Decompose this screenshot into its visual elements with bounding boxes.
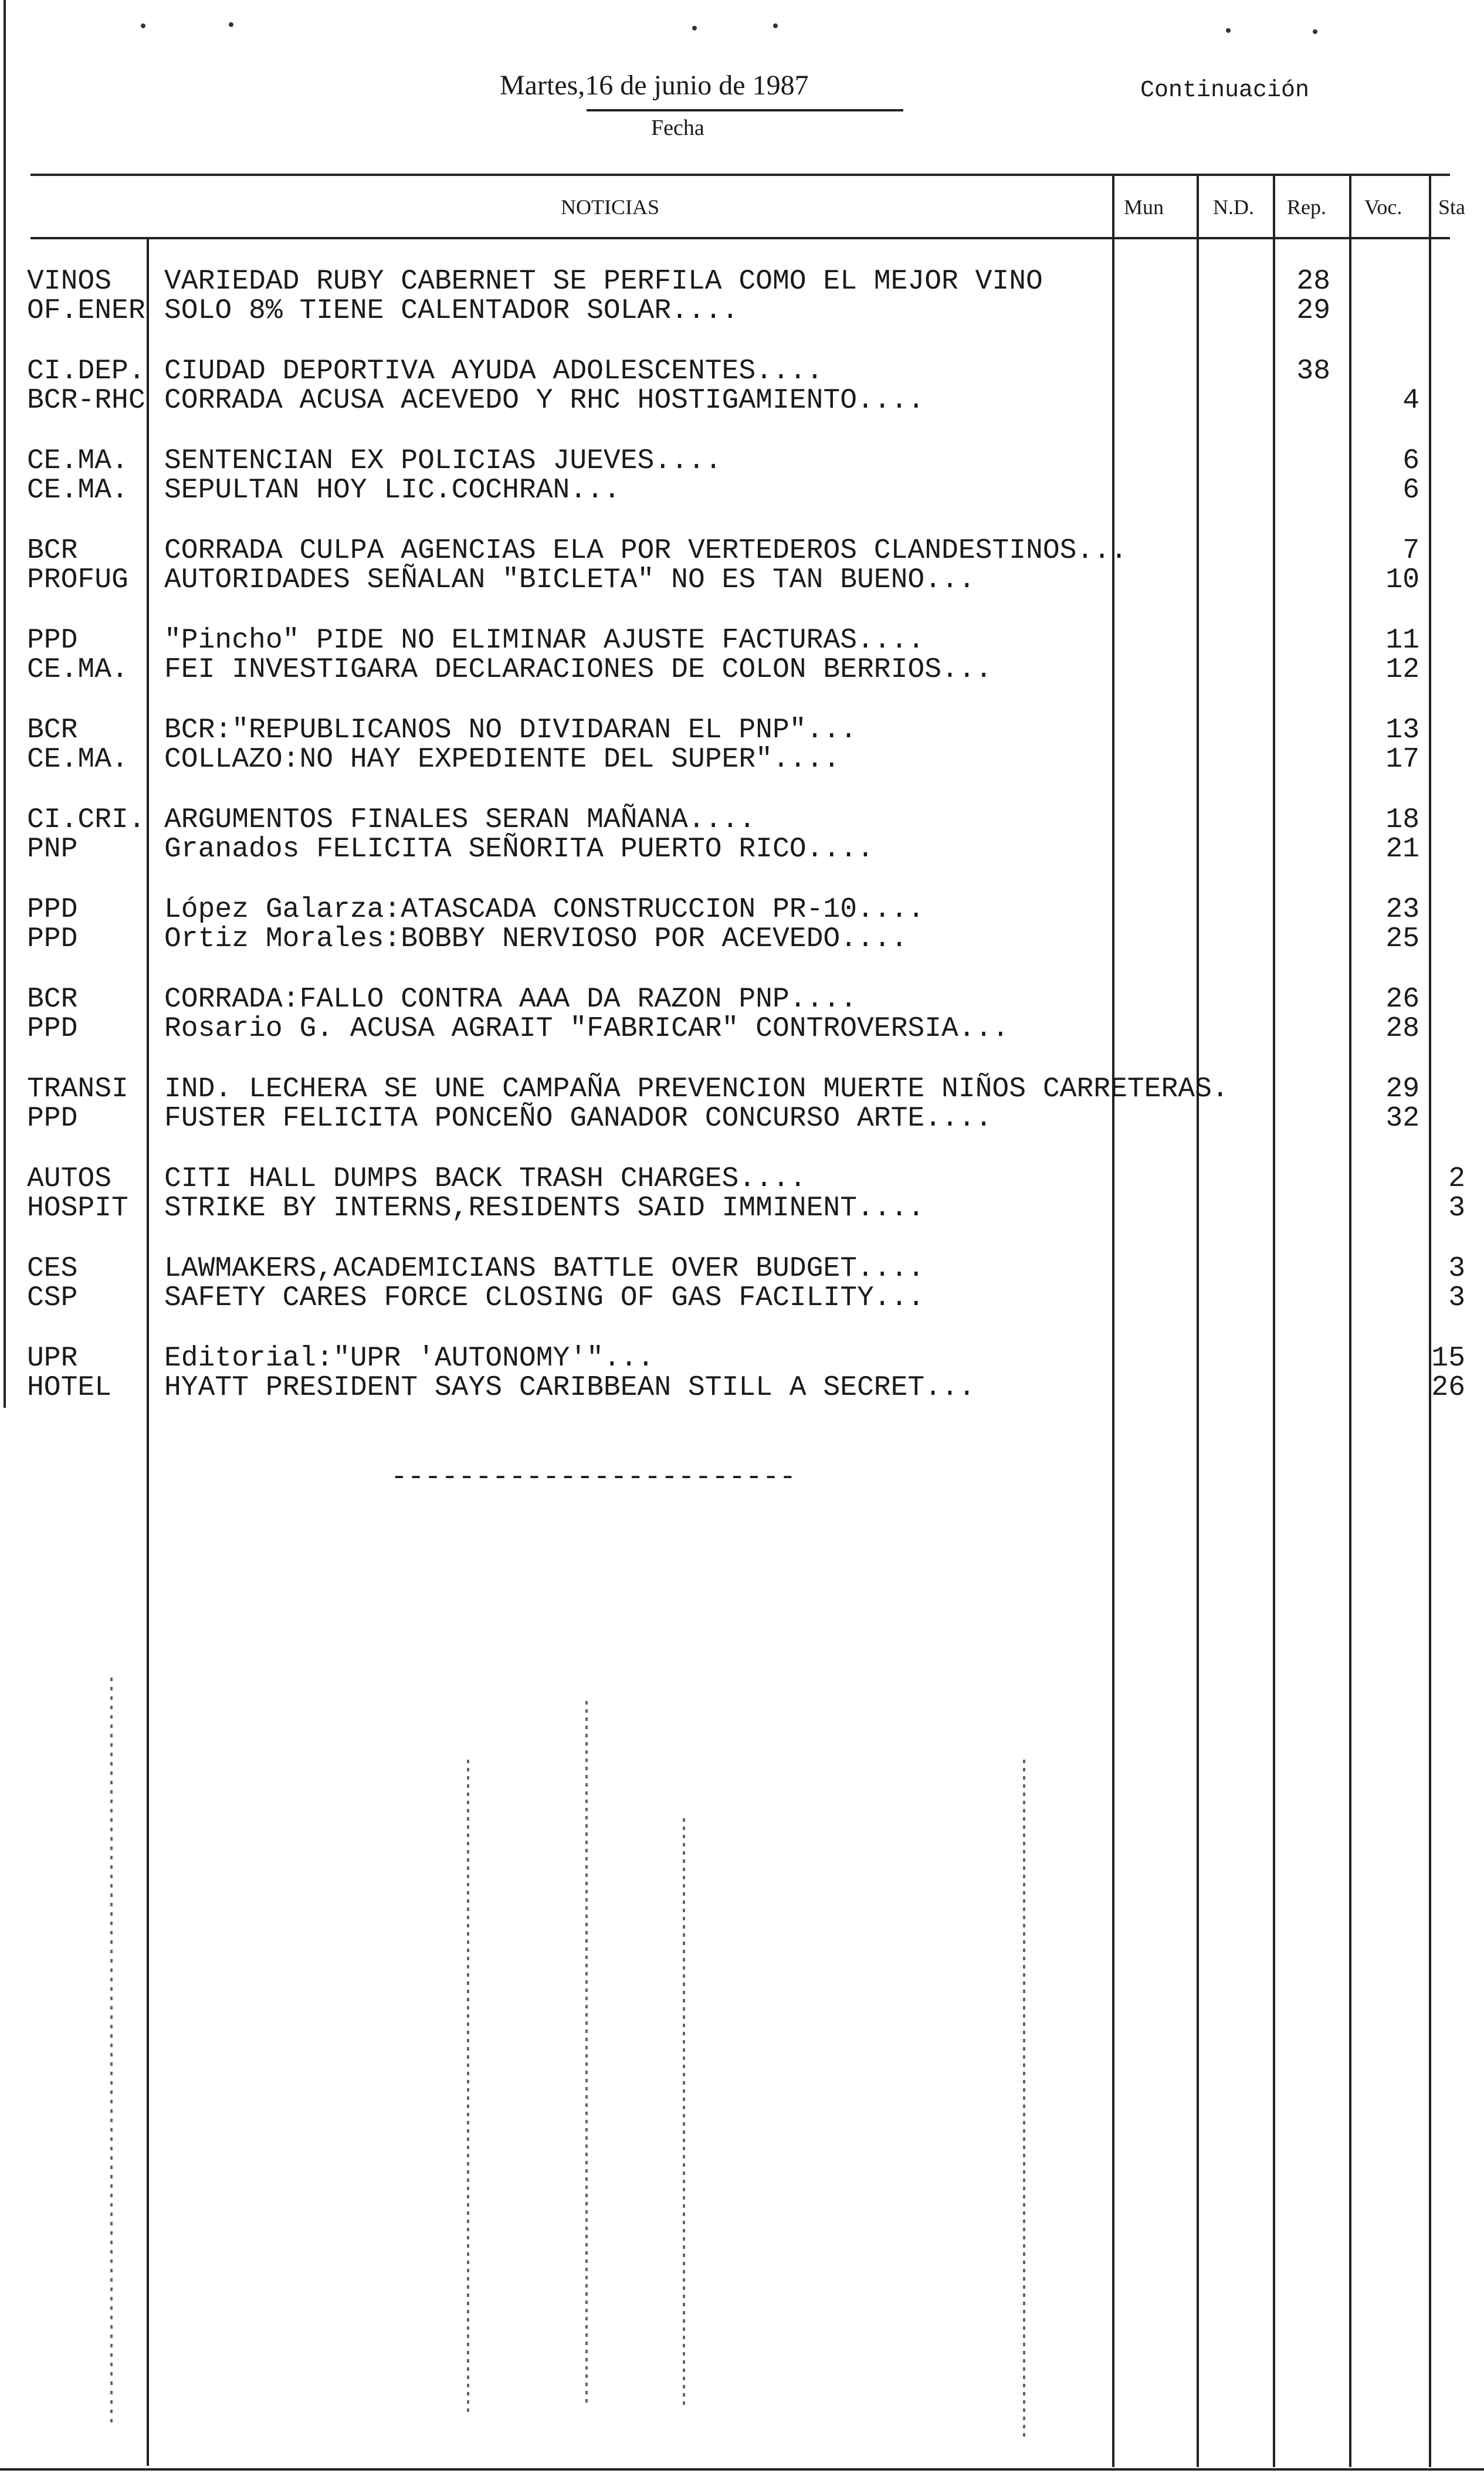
list-item <box>0 1013 1484 1045</box>
section-code: HOTEL <box>27 1372 112 1404</box>
scan-mark <box>692 26 697 31</box>
section-code: BCR <box>27 714 78 746</box>
voc-page-number: 4 <box>1402 385 1419 416</box>
list-item <box>0 295 1484 327</box>
headline: SEPULTAN HOY LIC.COCHRAN... <box>164 475 621 506</box>
list-item <box>0 894 1484 926</box>
nd-column-left-divider <box>1197 174 1199 2467</box>
section-code: BCR-RHC <box>27 385 145 416</box>
sta-page-number: 3 <box>1448 1253 1465 1285</box>
date-underline <box>587 109 903 111</box>
section-code: CSP <box>27 1282 78 1314</box>
bottom-rule <box>0 2468 1484 2471</box>
section-code: PPD <box>27 923 78 955</box>
scan-speck <box>467 1760 469 2417</box>
section-code: PPD <box>27 1103 78 1134</box>
scan-speck <box>1023 1760 1025 2440</box>
scan-speck <box>585 1701 588 2405</box>
section-code: CE.MA. <box>27 475 128 506</box>
section-code: HOSPIT <box>27 1192 128 1224</box>
date-value: Martes,16 de junio de 1987 <box>500 70 809 101</box>
scan-mark <box>1226 28 1231 33</box>
list-item <box>0 1253 1484 1285</box>
voc-page-number: 7 <box>1402 535 1419 567</box>
list-item <box>0 625 1484 656</box>
scan-mark <box>141 23 145 28</box>
sta-page-number: 3 <box>1448 1192 1465 1224</box>
sta-page-number: 15 <box>1431 1343 1465 1374</box>
headline: BCR:"REPUBLICANOS NO DIVIDARAN EL PNP"... <box>164 714 857 746</box>
voc-page-number: 12 <box>1385 654 1419 686</box>
voc-page-number: 17 <box>1385 744 1419 775</box>
voc-page-number: 10 <box>1385 564 1419 596</box>
section-code: CES <box>27 1253 78 1285</box>
voc-page-number: 23 <box>1385 894 1419 926</box>
list-item <box>0 535 1484 567</box>
voc-page-number: 26 <box>1385 984 1419 1015</box>
table-top-rule <box>31 174 1450 176</box>
section-code: PNP <box>27 833 78 865</box>
section-code: CE.MA. <box>27 654 128 686</box>
table-header-rule <box>31 237 1450 239</box>
headline: SOLO 8% TIENE CALENTADOR SOLAR.... <box>164 295 739 327</box>
section-code: VINOS <box>27 266 112 297</box>
list-item <box>0 1073 1484 1105</box>
rep-column-left-divider <box>1273 174 1275 2467</box>
scan-mark <box>229 22 233 27</box>
headline: López Galarza:ATASCADA CONSTRUCCION PR-10.... <box>164 894 925 926</box>
list-item <box>0 1282 1484 1314</box>
headline: CIUDAD DEPORTIVA AYUDA ADOLESCENTES.... <box>164 355 824 387</box>
voc-page-number: 6 <box>1402 445 1419 477</box>
headline: ARGUMENTOS FINALES SERAN MAÑANA.... <box>164 804 756 836</box>
sta-page-number: 26 <box>1431 1372 1465 1404</box>
column-header-noticias: NOTICIAS <box>561 195 659 219</box>
headline: CITI HALL DUMPS BACK TRASH CHARGES.... <box>164 1163 807 1195</box>
section-code: CE.MA. <box>27 445 128 477</box>
voc-column-left-divider <box>1349 174 1351 2467</box>
list-item <box>0 744 1484 775</box>
headline: SENTENCIAN EX POLICIAS JUEVES.... <box>164 445 722 477</box>
headline: FEI INVESTIGARA DECLARACIONES DE COLON BERRIOS... <box>164 654 992 686</box>
voc-page-number: 29 <box>1385 1073 1419 1105</box>
section-code: CE.MA. <box>27 744 128 775</box>
scan-speck <box>683 1818 685 2405</box>
headline: Ortiz Morales:BOBBY NERVIOSO POR ACEVEDO.... <box>164 923 908 955</box>
sta-page-number: 2 <box>1448 1163 1465 1195</box>
list-item <box>0 984 1484 1015</box>
section-code: PROFUG <box>27 564 128 596</box>
section-code: CI.DEP. <box>27 355 145 387</box>
continuation-label: Continuación <box>1140 77 1310 104</box>
list-item <box>0 475 1484 506</box>
voc-page-number: 28 <box>1385 1013 1419 1045</box>
list-item <box>0 923 1484 955</box>
voc-page-number: 6 <box>1402 475 1419 506</box>
section-code: OF.ENER <box>27 295 145 327</box>
scan-mark <box>1313 29 1317 34</box>
headline: Rosario G. ACUSA AGRAIT "FABRICAR" CONTROVERSIA... <box>164 1013 1009 1045</box>
list-item <box>0 1103 1484 1134</box>
column-header-nd: N.D. <box>1213 195 1254 219</box>
headline: COLLAZO:NO HAY EXPEDIENTE DEL SUPER".... <box>164 744 841 775</box>
list-item <box>0 1372 1484 1404</box>
voc-page-number: 11 <box>1385 625 1419 656</box>
headline: SAFETY CARES FORCE CLOSING OF GAS FACILITY... <box>164 1282 925 1314</box>
list-item <box>0 654 1484 686</box>
column-header-sta: Sta <box>1438 195 1466 219</box>
section-code: TRANSI <box>27 1073 128 1105</box>
headline: FUSTER FELICITA PONCEÑO GANADOR CONCURSO ARTE.... <box>164 1103 992 1134</box>
headline: IND. LECHERA SE UNE CAMPAÑA PREVENCION MUERTE NIÑOS CARRETERAS. <box>164 1073 1229 1105</box>
list-item <box>0 355 1484 387</box>
section-code: CI.CRI. <box>27 804 145 836</box>
list-item <box>0 387 1484 414</box>
headline: Editorial:"UPR 'AUTONOMY'"... <box>164 1343 655 1374</box>
rep-page-number: 29 <box>1296 295 1330 327</box>
end-of-list-rule: ------------------------ <box>391 1462 797 1493</box>
voc-page-number: 13 <box>1385 714 1419 746</box>
rep-page-number: 28 <box>1296 266 1330 297</box>
list-item <box>0 445 1484 477</box>
section-code: PPD <box>27 625 78 656</box>
section-code: AUTOS <box>27 1163 112 1195</box>
list-item <box>0 833 1484 865</box>
headline: STRIKE BY INTERNS,RESIDENTS SAID IMMINENT.... <box>164 1192 925 1224</box>
column-header-voc: Voc. <box>1364 195 1402 219</box>
section-code: PPD <box>27 894 78 926</box>
list-item <box>0 1163 1484 1195</box>
headline: CORRADA:FALLO CONTRA AAA DA RAZON PNP.... <box>164 984 857 1015</box>
scan-speck <box>110 1678 113 2428</box>
headline: AUTORIDADES SEÑALAN "BICLETA" NO ES TAN BUENO... <box>164 564 975 596</box>
list-item <box>0 804 1484 836</box>
voc-page-number: 18 <box>1385 804 1419 836</box>
list-item <box>0 564 1484 596</box>
headline: CORRADA ACUSA ACEVEDO Y RHC HOSTIGAMIENTO.... <box>164 385 925 416</box>
section-code: UPR <box>27 1343 78 1374</box>
section-code: PPD <box>27 1013 78 1045</box>
list-item <box>0 266 1484 297</box>
headline: HYATT PRESIDENT SAYS CARIBBEAN STILL A SECRET... <box>164 1372 975 1404</box>
headline: Granados FELICITA SEÑORITA PUERTO RICO.... <box>164 833 874 865</box>
sta-column-left-divider <box>1429 174 1431 2467</box>
voc-page-number: 25 <box>1385 923 1419 955</box>
headline: LAWMAKERS,ACADEMICIANS BATTLE OVER BUDGET.... <box>164 1253 925 1285</box>
scan-mark <box>773 23 778 28</box>
column-header-mun: Mun <box>1124 195 1164 219</box>
headline: "Pincho" PIDE NO ELIMINAR AJUSTE FACTURAS.... <box>164 625 925 656</box>
section-code: BCR <box>27 535 78 567</box>
mun-column-left-divider <box>1112 174 1114 2467</box>
rep-page-number: 38 <box>1296 355 1330 387</box>
list-item <box>0 714 1484 746</box>
voc-page-number: 32 <box>1385 1103 1419 1134</box>
column-header-rep: Rep. <box>1287 195 1326 219</box>
headline: CORRADA CULPA AGENCIAS ELA POR VERTEDEROS CLANDESTINOS... <box>164 535 1127 567</box>
headline: VARIEDAD RUBY CABERNET SE PERFILA COMO EL MEJOR VINO <box>164 266 1043 297</box>
list-item <box>0 1192 1484 1224</box>
section-code: BCR <box>27 984 78 1015</box>
voc-page-number: 21 <box>1385 833 1419 865</box>
sta-page-number: 3 <box>1448 1282 1465 1314</box>
date-label: Fecha <box>651 116 704 140</box>
list-item <box>0 1343 1484 1374</box>
